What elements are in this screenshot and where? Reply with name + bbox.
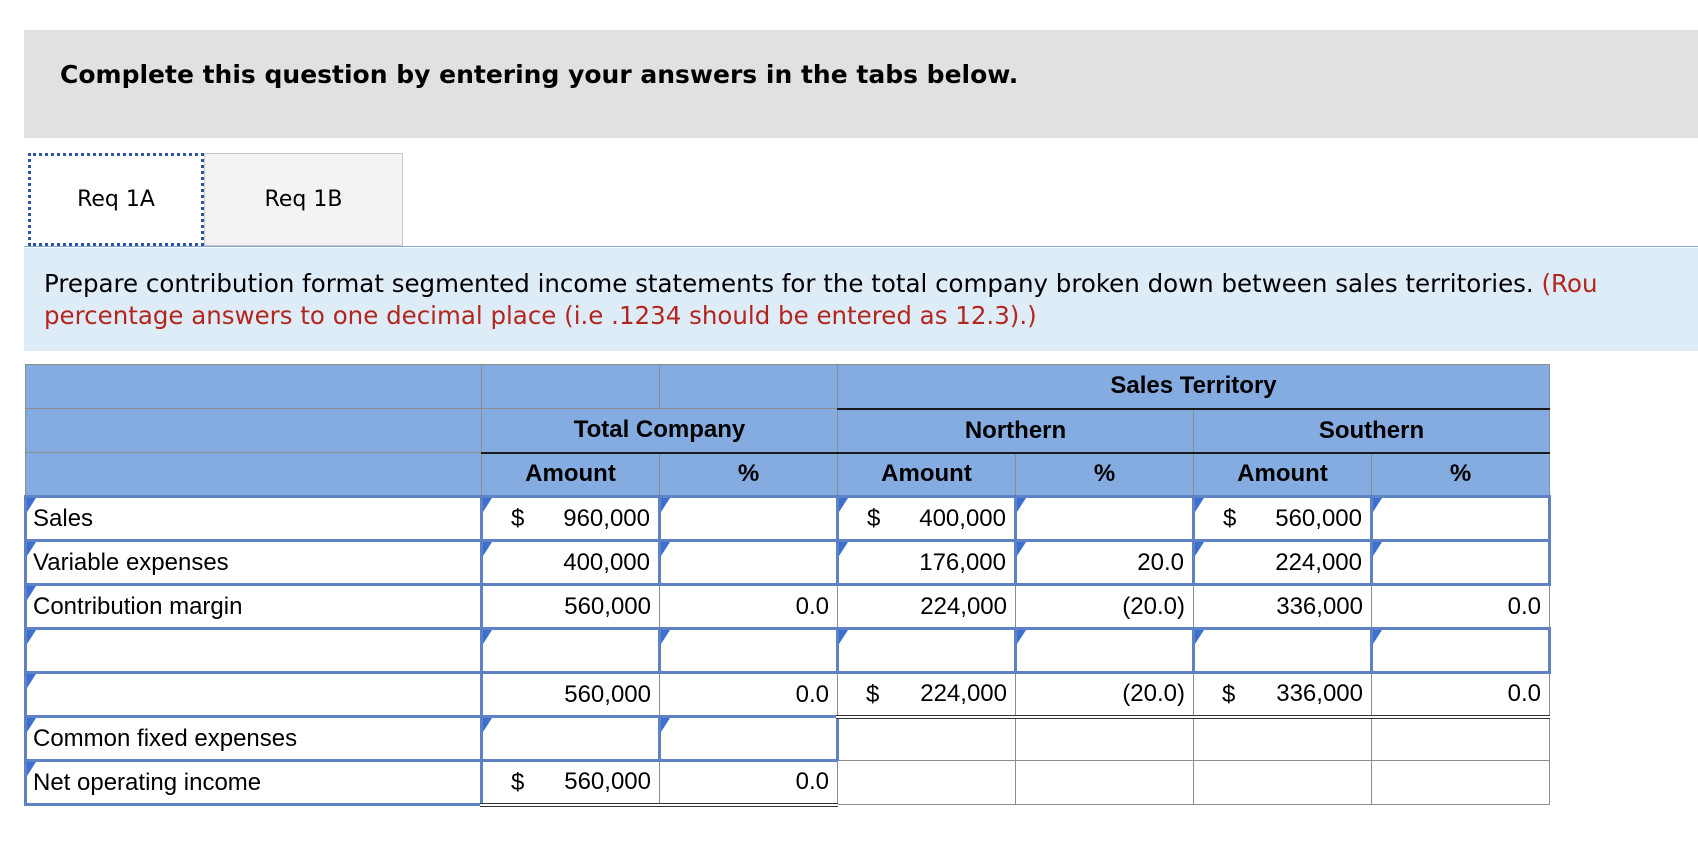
- empty-cell: [1372, 761, 1550, 805]
- northern-percent-value: (20.0): [1016, 673, 1194, 717]
- southern-amount-input[interactable]: 224,000: [1194, 541, 1372, 585]
- table-row: [26, 541, 1550, 585]
- total-company-header: Total Company: [482, 409, 838, 453]
- total-percent-value: 0.0: [660, 761, 838, 805]
- southern-percent-value: 0.0: [1372, 585, 1550, 629]
- empty-cell: [1194, 761, 1372, 805]
- table-row: [26, 497, 1550, 541]
- total-percent-input[interactable]: [660, 541, 838, 585]
- segmented-income-statement: [24, 364, 1551, 807]
- tab-divider: [24, 246, 1698, 247]
- southern-header: Southern: [1194, 409, 1550, 453]
- southern-amount-input[interactable]: [1194, 629, 1372, 673]
- southern-percent-input[interactable]: [1372, 541, 1550, 585]
- header-blank: [26, 409, 482, 453]
- northern-amount-header: Amount: [838, 453, 1016, 497]
- total-percent-value: 0.0: [660, 673, 838, 717]
- southern-amount-value: $ 336,000: [1194, 673, 1372, 717]
- northern-header: Northern: [838, 409, 1194, 453]
- total-amount-value: $ 560,000: [482, 761, 660, 805]
- instructions-text: Prepare contribution format segmented income statements for the total company broken down between sales territories.: [44, 269, 1542, 298]
- total-percent-input[interactable]: [660, 629, 838, 673]
- southern-amount-value: 336,000: [1194, 585, 1372, 629]
- empty-cell: [1016, 717, 1194, 761]
- total-amount-input[interactable]: [482, 717, 660, 761]
- empty-cell: [1016, 761, 1194, 805]
- northern-percent-input[interactable]: [1016, 497, 1194, 541]
- header-blank: [26, 453, 482, 497]
- total-amount-value: 560,000: [482, 673, 660, 717]
- northern-percent-header: %: [1016, 453, 1194, 497]
- northern-percent-input[interactable]: [1016, 629, 1194, 673]
- southern-percent-value: 0.0: [1372, 673, 1550, 717]
- total-amount-input[interactable]: $ 960,000: [482, 497, 660, 541]
- row-label-sales[interactable]: Sales: [26, 497, 482, 541]
- table-row: [26, 629, 1550, 673]
- total-percent-input[interactable]: [660, 717, 838, 761]
- row-label-contribution-margin[interactable]: Contribution margin: [26, 585, 482, 629]
- instructions-panel: [24, 248, 1698, 351]
- sales-territory-header: Sales Territory: [838, 365, 1550, 409]
- total-amount-value: 560,000: [482, 585, 660, 629]
- southern-percent-input[interactable]: [1372, 629, 1550, 673]
- total-amount-input[interactable]: 400,000: [482, 541, 660, 585]
- table-row: [26, 717, 1550, 761]
- southern-percent-input[interactable]: [1372, 497, 1550, 541]
- northern-amount-input[interactable]: [838, 629, 1016, 673]
- total-percent-input[interactable]: [660, 497, 838, 541]
- southern-percent-header: %: [1372, 453, 1550, 497]
- row-label-input[interactable]: [26, 629, 482, 673]
- empty-cell: [1372, 717, 1550, 761]
- tab-req-1a[interactable]: Req 1A: [28, 153, 204, 246]
- instructions-note-start: (Rou: [1541, 269, 1598, 298]
- header-blank: [26, 365, 482, 409]
- table-row: [26, 761, 1550, 805]
- northern-percent-input[interactable]: 20.0: [1016, 541, 1194, 585]
- row-label-common-fixed-expenses[interactable]: Common fixed expenses: [26, 717, 482, 761]
- tab-req-1b[interactable]: Req 1B: [204, 153, 403, 246]
- southern-amount-input[interactable]: $ 560,000: [1194, 497, 1372, 541]
- empty-cell: [1194, 717, 1372, 761]
- total-percent-value: 0.0: [660, 585, 838, 629]
- header-blank: [660, 365, 838, 409]
- northern-amount-value: 224,000: [838, 585, 1016, 629]
- total-amount-header: Amount: [482, 453, 660, 497]
- northern-percent-value: (20.0): [1016, 585, 1194, 629]
- total-amount-input[interactable]: [482, 629, 660, 673]
- empty-cell: [838, 717, 1016, 761]
- row-label-net-operating-income[interactable]: Net operating income: [26, 761, 482, 805]
- table-row: [26, 585, 1550, 629]
- instructions-note: percentage answers to one decimal place (i.e .1234 should be entered as 12.3).): [44, 301, 1037, 330]
- northern-amount-value: $ 224,000: [838, 673, 1016, 717]
- southern-amount-header: Amount: [1194, 453, 1372, 497]
- instructions-header: [24, 30, 1698, 138]
- table-row: [26, 673, 1550, 717]
- header-title: Complete this question by entering your answers in the tabs below.: [60, 60, 1019, 89]
- header-blank: [482, 365, 660, 409]
- northern-amount-input[interactable]: $ 400,000: [838, 497, 1016, 541]
- empty-cell: [838, 761, 1016, 805]
- row-label-input[interactable]: [26, 673, 482, 717]
- total-percent-header: %: [660, 453, 838, 497]
- northern-amount-input[interactable]: 176,000: [838, 541, 1016, 585]
- row-label-variable-expenses[interactable]: Variable expenses: [26, 541, 482, 585]
